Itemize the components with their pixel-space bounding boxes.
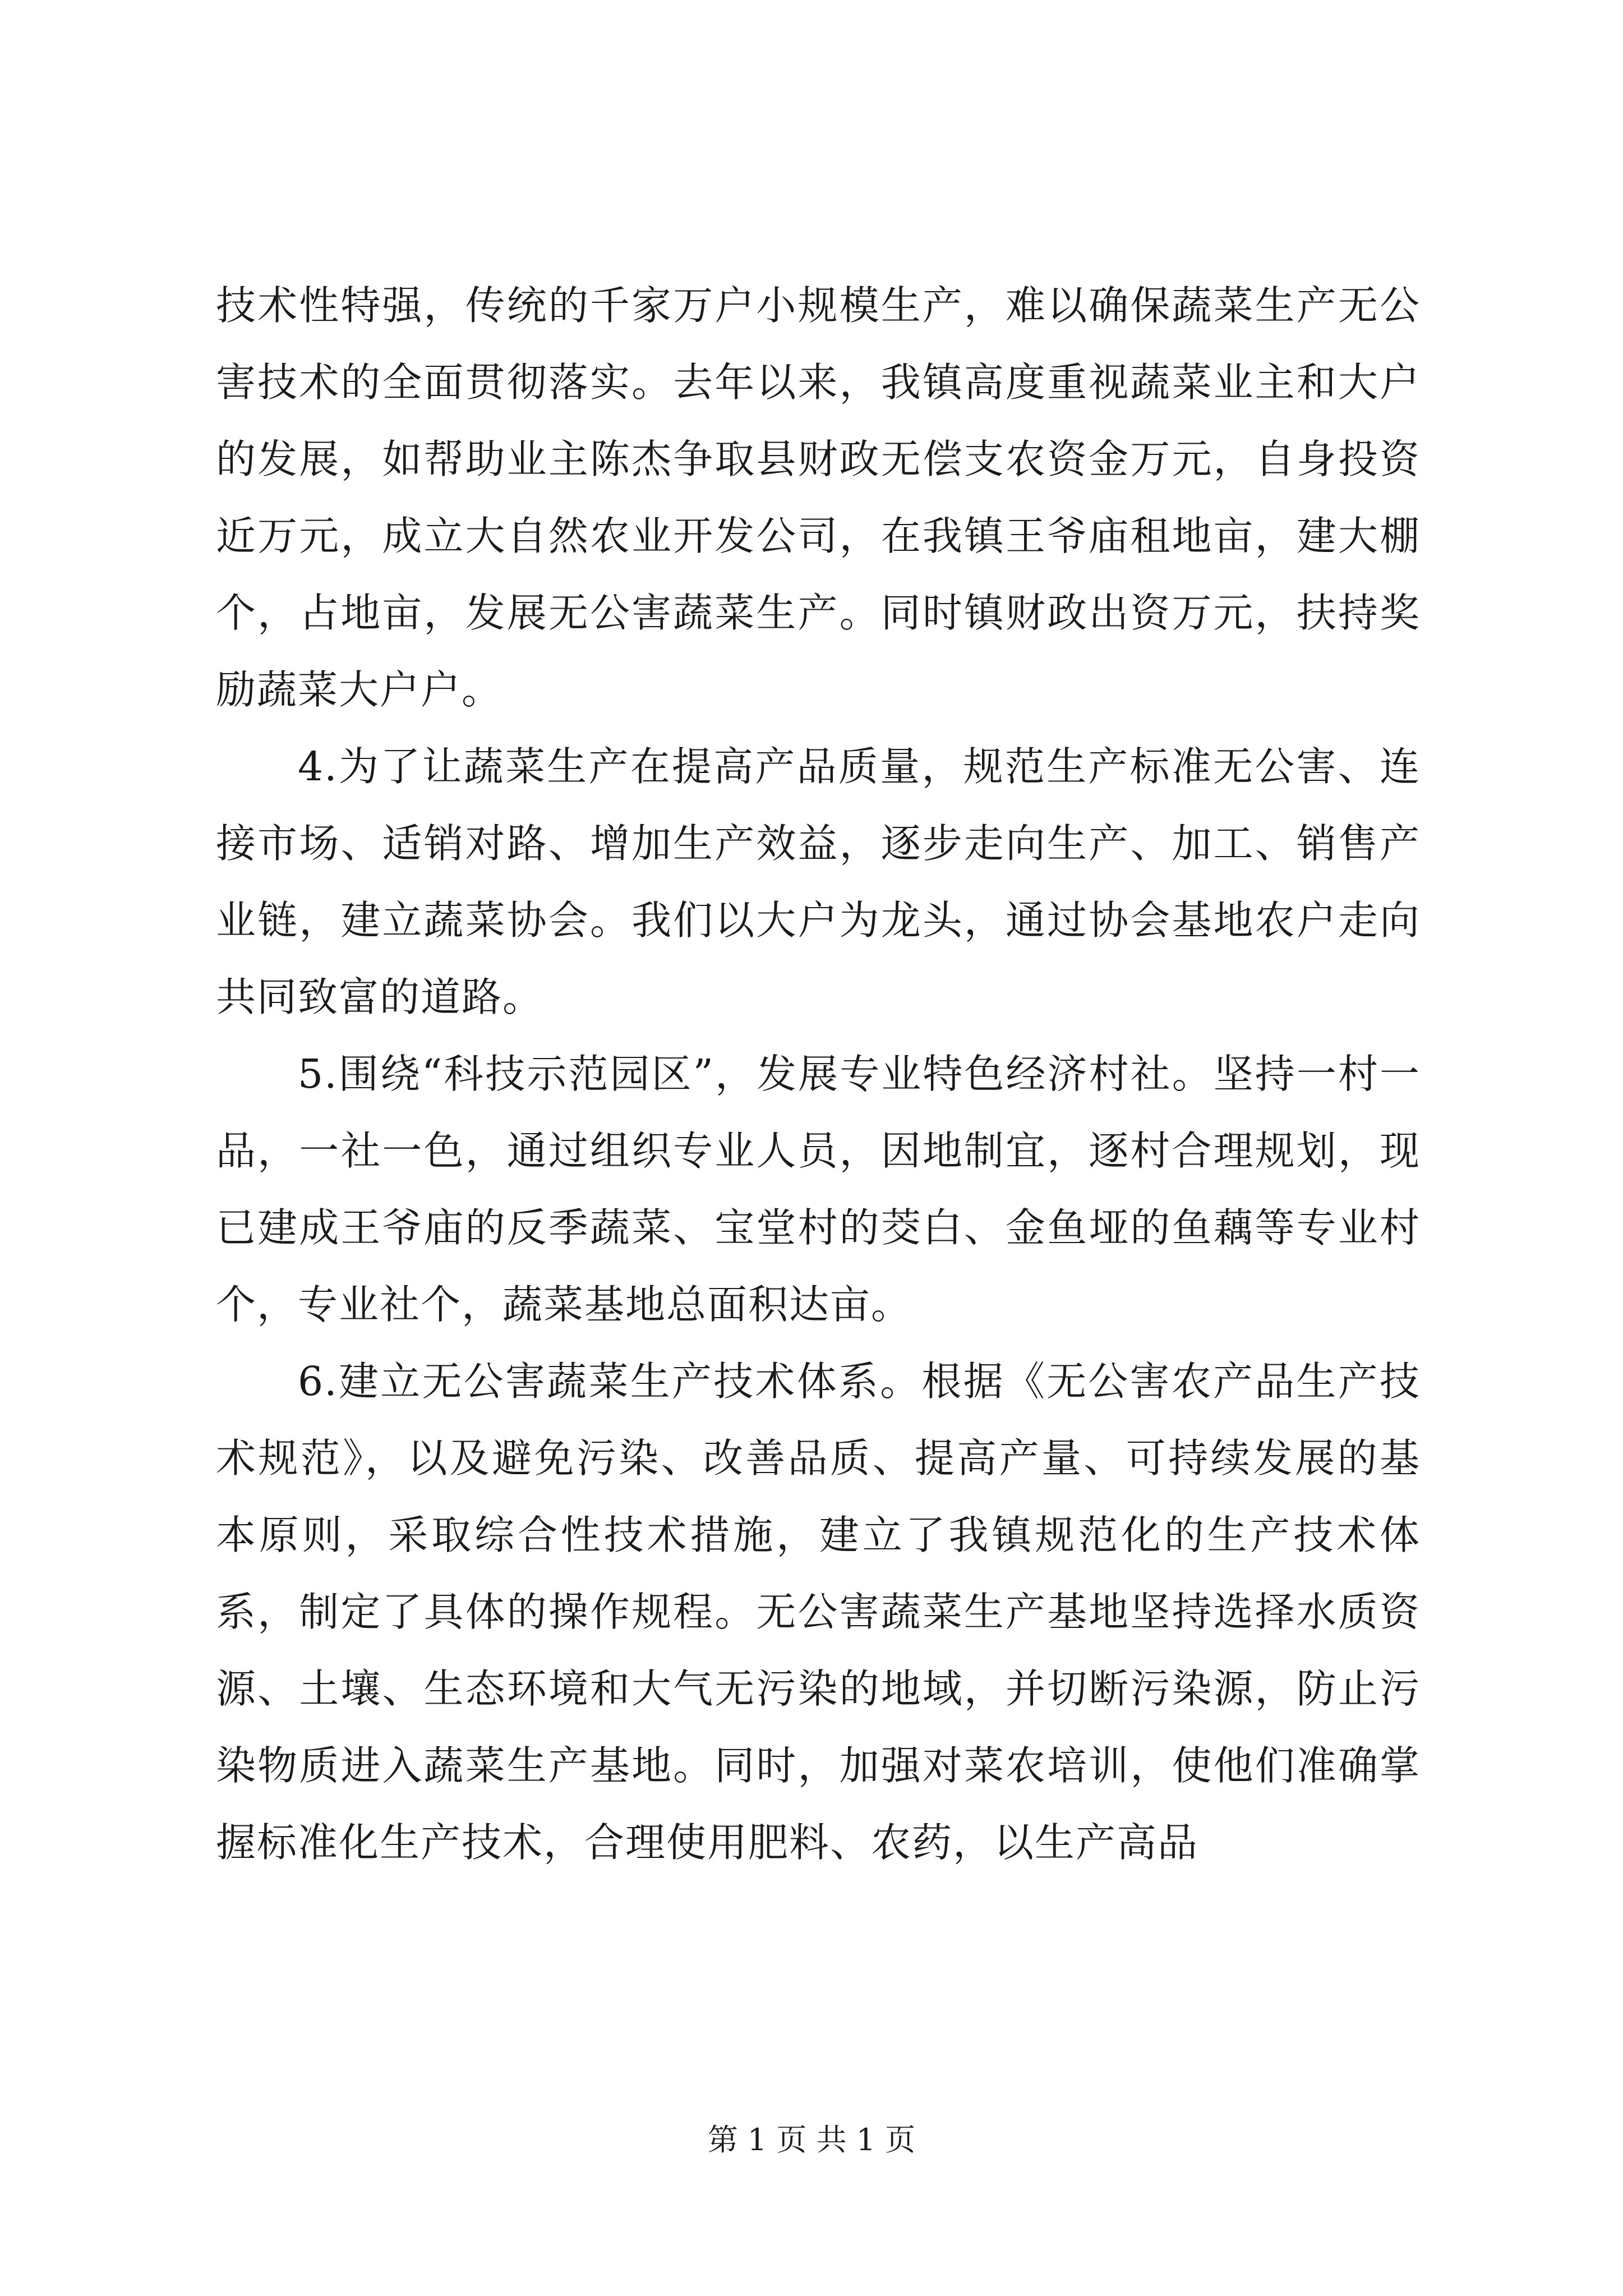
paragraph-3: 5.围绕“科技示范园区”，发展专业特色经济村社。坚持一村一品，一社一色，通过组织专业人员，因地制宜，逐村合理规划，现已建成王爷庙的反季蔬菜、宝堂村的茭白、金鱼垭的鱼藕等专业村个，专业社个，蔬菜基地总面积达亩。 [216, 1051, 1421, 1328]
paragraph-2: 4.为了让蔬菜生产在提高产品质量，规范生产标准无公害、连接市场、适销对路、增加生产效益，逐步走向生产、加工、销售产业链，建立蔬菜协会。我们以大户为龙头，通过协会基地农户走向共同致富的道路。 [216, 743, 1421, 1020]
paragraph-1: 技术性特强，传统的千家万户小规模生产，难以确保蔬菜生产无公害技术的全面贯彻落实。去年以来，我镇高度重视蔬菜业主和大户的发展，如帮助业主陈杰争取县财政无偿支农资金万元，自身投资近万元，成立大自然农业开发公司，在我镇王爷庙租地亩，建大棚个，占地亩，发展无公害蔬菜生产。同时镇财政出资万元，扶持奖励蔬菜大户户。 [216, 282, 1421, 713]
page-number-footer: 第 1 页 共 1 页 [707, 2122, 916, 2157]
paragraph-4: 6.建立无公害蔬菜生产技术体系。根据《无公害农产品生产技术规范》，以及避免污染、改善品质、提高产量、可持续发展的基本原则，采取综合性技术措施，建立了我镇规范化的生产技术体系，制定了具体的操作规程。无公害蔬菜生产基地坚持选择水质资源、土壤、生态环境和大气无污染的地域，并切断污染源，防止污染物质进入蔬菜生产基地。同时，加强对菜农培训，使他们准确掌握标准化生产技术，合理使用肥料、农药，以生产高品 [216, 1358, 1421, 1866]
document-body [216, 267, 1421, 1881]
